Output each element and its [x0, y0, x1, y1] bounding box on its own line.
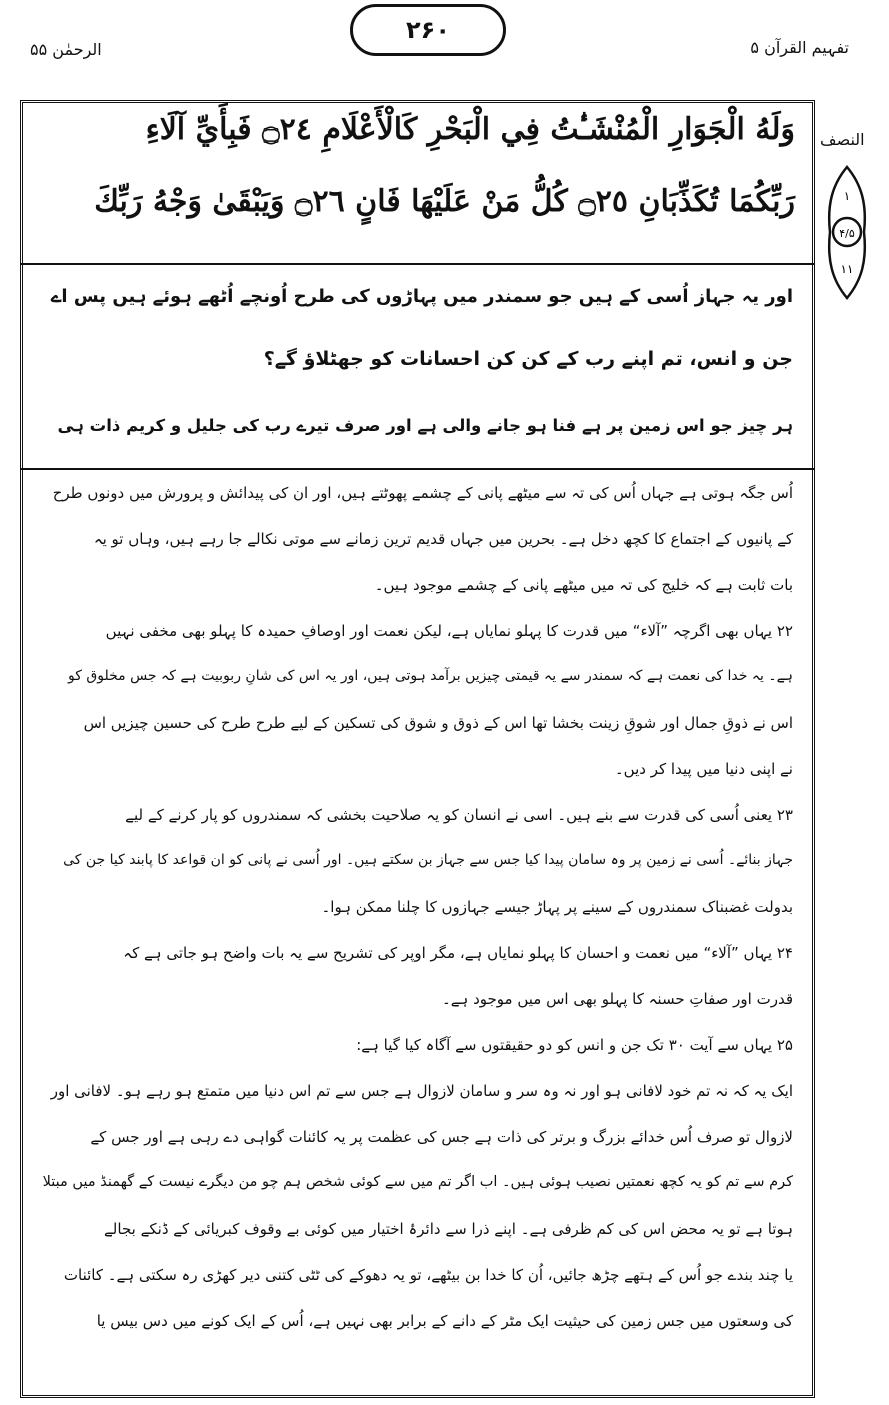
note-line: لازوال تو صرف اُس خدائے بزرگ و برتر کی ذات ہے جس کی عظمت پر یہ کائنات گواہی دے رہی ہے اور جس کے — [90, 1128, 793, 1146]
translation-line: جن و انس، تم اپنے رب کے کن کن احسانات کو جھٹلاؤ گے؟ — [263, 348, 793, 370]
ornament-bottom-text: ۱۱ — [840, 262, 854, 276]
commentary-notes — [20, 476, 815, 1396]
note-line: ۲۵ یہاں سے آیت ۳۰ تک جن و انس کو دو حقیقتوں سے آگاہ کیا گیا ہے: — [356, 1036, 793, 1054]
note-line: کرم سے تم کو یہ کچھ نعمتیں نصیب ہوئی ہیں۔ اب اگر تم میں سے کوئی شخص ہم چو من دیگرے نیست کے گھمنڈ میں مبتلا — [42, 1174, 793, 1190]
page-number-badge — [350, 4, 506, 56]
ornament-mid-text: ۴/۵ — [839, 227, 855, 240]
book-title: تفہیم القرآن ۵ — [750, 38, 849, 57]
page-header — [0, 0, 889, 80]
arabic-line: وَلَهُ الْجَوَارِ الْمُنْشَـٰٔتُ فِي الْبَحْرِ كَالْأَعْلَامِ ۝٢٤ فَبِأَيِّ آلَاءِ — [145, 112, 795, 147]
margin-label: النصف — [820, 130, 865, 149]
note-line: اُس جگہ ہوتی ہے جہاں اُس کی تہ سے میٹھے پانی کے چشمے پھوٹتے ہیں، اور ان کی پیدائش و پرورش میں دونوں طرح — [52, 484, 793, 502]
note-line: یا چند بندے جو اُس کے ہتھے چڑھ جائیں، اُن کا خدا بن بیٹھے، تو یہ دھوکے کی ٹٹی کتنی دیر کھڑی رہ سکتی ہے۔ کائنات — [63, 1266, 793, 1284]
translation-line: ہر چیز جو اس زمین پر ہے فنا ہو جانے والی ہے اور صرف تیرے رب کی جلیل و کریم ذات ہی — [57, 416, 793, 435]
note-line: اس نے ذوقِ جمال اور شوقِ زینت بخشا تھا اس کے ذوق و شوق کی تسکین کے لیے طرح طرح کی حسین چیزیں اس — [83, 714, 793, 732]
ornament-top-text: ۱ — [843, 189, 851, 203]
translation-line: اور یہ جہاز اُسی کے ہیں جو سمندر میں پہاڑوں کی طرح اُونچے اُٹھے ہوئے ہیں پس اے — [50, 286, 793, 307]
note-line: ۲۲ یہاں بھی اگرچہ ”آلاء“ میں قدرت کا پہلو نمایاں ہے، لیکن نعمت اور اوصافِ حمیدہ کا پہلو بھی مخفی نہیں — [105, 622, 793, 640]
urdu-translation — [20, 268, 815, 470]
note-line: قدرت اور صفاتِ حسنہ کا پہلو بھی اس میں موجود ہے۔ — [441, 990, 793, 1008]
surah-name: الرحمٰن ۵۵ — [30, 40, 102, 59]
note-line: ہوتا ہے تو یہ محض اس کی کم ظرفی ہے۔ اپنے ذرا سے دائرۂ اختیار میں کوئی بے وقوف کبریائی کے ڈنکے بجالے — [104, 1220, 793, 1238]
page-number: ۲۶۰ — [406, 16, 450, 44]
note-line: کے پانیوں کے اجتماع کا کچھ دخل ہے۔ بحرین میں جہاں قدیم ترین زمانے سے موتی نکالے جا رہے ہیں، وہاں تو یہ — [93, 530, 793, 548]
note-line: جہاز بنائے۔ اُسی نے زمین پر وہ سامان پیدا کیا جس سے جہاز بن سکتے ہیں۔ اور اُسی نے پانی کو ان قواعد کا پابند کیا جن کی — [63, 852, 793, 868]
note-line: بات ثابت ہے کہ خلیج کی تہ میں میٹھے پانی کے چشمے موجود ہیں۔ — [374, 576, 793, 594]
note-line: کی وسعتوں میں جس زمین کی حیثیت ایک مٹر کے دانے کے برابر بھی نہیں ہے، اُس کے ایک کونے میں دس بیس یا — [96, 1312, 793, 1330]
arabic-line: رَبِّكُمَا تُكَذِّبَانِ ۝٢٥ كُلُّ مَنْ عَلَيْهَا فَانٍ ۝٢٦ وَيَبْقَىٰ وَجْهُ رَبِّكَ — [94, 184, 795, 219]
note-line: ۲۳ یعنی اُسی کی قدرت سے بنے ہیں۔ اسی نے انسان کو یہ صلاحیت بخشی کہ سمندروں کو پار کرنے کے لیے — [125, 806, 793, 824]
note-line: ۲۴ یہاں ”آلاء“ میں نعمت و احسان کا پہلو نمایاں ہے، مگر اوپر کی تشریح سے یہ بات واضح ہو جاتی ہے کہ — [123, 944, 793, 962]
ruku-ornament-icon — [822, 165, 872, 300]
note-line: بدولت غضبناک سمندروں کے سینے پر پہاڑ جیسے جہازوں کا چلنا ممکن ہوا۔ — [321, 898, 793, 916]
note-line: ایک یہ کہ نہ تم خود لافانی ہو اور نہ وہ سر و سامان لازوال ہے جس سے تم اس دنیا میں متمتع ہو رہے ہو۔ لافانی اور — [50, 1082, 793, 1100]
note-line: ہے۔ یہ خدا کی نعمت ہے کہ سمندر سے یہ قیمتی چیزیں برآمد ہوتی ہیں، اور یہ اس کی شانِ ربوبیت ہے کہ جس مخلوق کو — [68, 668, 793, 684]
note-line: نے اپنی دنیا میں پیدا کر دیں۔ — [614, 760, 793, 778]
arabic-verses — [20, 100, 815, 265]
